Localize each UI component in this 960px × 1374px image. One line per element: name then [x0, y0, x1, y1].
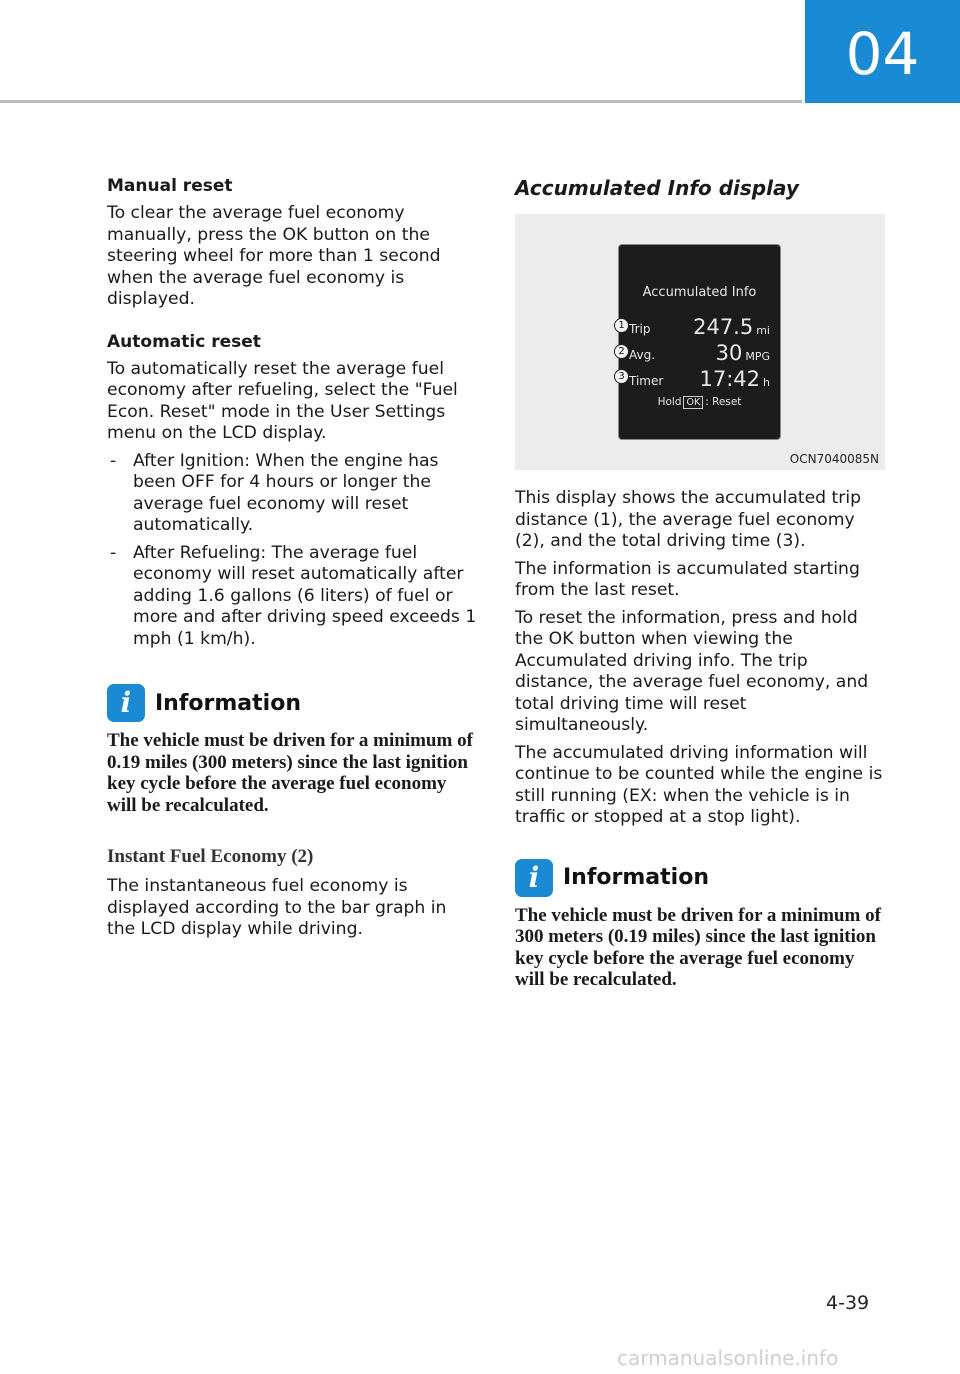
timer-value: 17:42 — [699, 367, 761, 391]
lcd-screen — [618, 244, 781, 440]
right-column — [515, 176, 885, 991]
callout-2: 2 — [614, 344, 629, 359]
screen-title: Accumulated Info — [642, 285, 757, 300]
list-item: - After Ignition: When the engine has been OFF for 4 hours or longer the average fuel economy will reset automatically. — [110, 450, 439, 535]
list-item-text: After Refueling: The average fuel economy will reset automatically after adding 1.6 gallons (6 liters) of fuel or more and after driving speed exceeds 1 mph (1 km/h). — [133, 542, 477, 649]
manual-reset-heading: Manual reset — [107, 176, 233, 196]
trip-row — [629, 315, 770, 339]
callout-3: 3 — [614, 369, 629, 384]
page-number: 4-39 — [826, 1292, 870, 1314]
trip-label: Trip — [629, 322, 651, 336]
trip-unit: mi — [756, 324, 770, 337]
timer-label: Timer — [629, 374, 664, 388]
figure-code: OCN7040085N — [789, 452, 879, 466]
information-box — [107, 684, 479, 816]
information-title: Information — [155, 690, 301, 716]
list-item-text: After Ignition: When the engine has been OFF for 4 hours or longer the average fuel economy will reset automatically. — [133, 450, 439, 535]
hold-prefix: Hold — [657, 396, 682, 408]
section-title: Accumulated Info display — [515, 176, 799, 200]
paragraph: To reset the information, press and hold the OK button when viewing the Accumulated driving info. The trip distance, the average fuel economy, and total driving time will reset simultaneously. — [515, 607, 869, 735]
manual-reset-text: To clear the average fuel economy manually, press the OK button on the steering wheel for more than 1 second when the average fuel economy is displayed. — [107, 203, 441, 309]
information-box — [515, 859, 885, 991]
watermark: carmanualsonline.info — [617, 1346, 839, 1370]
hold-reset-hint — [619, 396, 780, 408]
instant-fuel-economy-text: The instantaneous fuel economy is displayed according to the bar graph in the LCD display while driving. — [107, 876, 447, 939]
cluster-figure — [515, 214, 885, 470]
avg-row — [629, 341, 770, 365]
header-rule — [0, 100, 802, 103]
automatic-reset-heading: Automatic reset — [107, 331, 261, 352]
instant-fuel-economy-heading: Instant Fuel Economy (2) — [107, 846, 314, 867]
info-icon: i — [107, 684, 145, 722]
trip-value: 247.5 — [693, 315, 754, 339]
avg-value: 30 — [715, 341, 743, 365]
timer-row — [629, 367, 770, 391]
info-icon: i — [515, 859, 553, 897]
hold-suffix: : Reset — [705, 396, 742, 408]
callout-1: 1 — [614, 318, 629, 333]
reset-conditions-list — [107, 451, 479, 651]
information-text: The vehicle must be driven for a minimum of 0.19 miles (300 meters) since the last ignition key cycle before the average fuel economy will be recalculated. — [107, 730, 473, 816]
chapter-number: 04 — [845, 19, 920, 88]
paragraph: This display shows the accumulated trip distance (1), the average fuel economy (2), and the total driving time (3). — [515, 488, 862, 551]
avg-unit: MPG — [745, 350, 770, 363]
avg-label: Avg. — [629, 348, 656, 362]
paragraph: The information is accumulated starting from the last reset. — [515, 558, 860, 600]
ok-key-label: OK — [683, 396, 703, 409]
timer-unit: h — [763, 376, 770, 389]
paragraph: The accumulated driving information will continue to be counted while the engine is still running (EX: when the vehicle is in traffic or stopped at a stop light). — [515, 742, 883, 827]
information-title: Information — [563, 865, 709, 890]
automatic-reset-text: To automatically reset the average fuel economy after refueling, select the "Fuel Econ. Reset" mode in the User Settings menu on the LCD display. — [107, 358, 458, 443]
information-text: The vehicle must be driven for a minimum of 300 meters (0.19 miles) since the last ignition key cycle before the average fuel economy will be recalculated. — [515, 904, 881, 990]
list-item: - After Refueling: The average fuel economy will reset automatically after adding 1.6 gallons (6 liters) of fuel or more and after driving speed exceeds 1 mph (1 km/h). — [110, 542, 477, 649]
left-column — [107, 176, 479, 947]
chapter-tab — [805, 0, 960, 103]
